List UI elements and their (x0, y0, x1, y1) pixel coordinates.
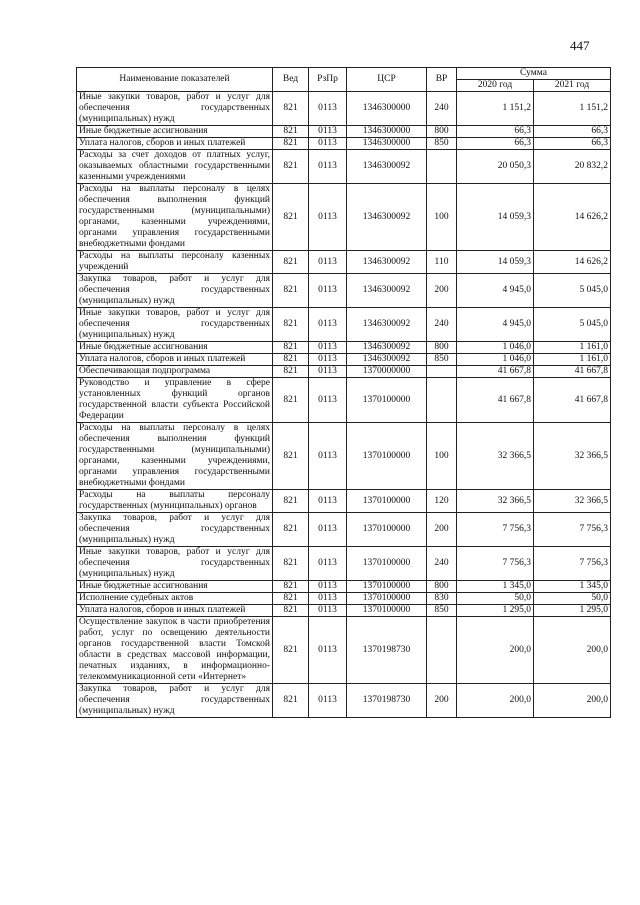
row-name: Расходы на выплаты персоналу в целях обеспечения выполнения функций государственными (муниципальными) органами, казенными учреждениями, органами управления государственными внебюджетными фондами (77, 423, 273, 490)
row-csr: 1370100000 (347, 490, 427, 513)
row-name: Расходы на выплаты персоналу государственных (муниципальных) органов (77, 490, 273, 513)
row-csr: 1346300092 (347, 184, 427, 251)
table-row (77, 581, 611, 593)
row-rzpr: 0113 (309, 490, 347, 513)
row-rzpr: 0113 (309, 423, 347, 490)
row-csr: 1346300092 (347, 251, 427, 274)
row-vr: 100 (427, 423, 457, 490)
row-vr: 200 (427, 274, 457, 308)
row-rzpr: 0113 (309, 274, 347, 308)
row-vr: 240 (427, 547, 457, 581)
row-vr (427, 150, 457, 184)
table-row (77, 126, 611, 138)
header-ved: Вед (273, 68, 309, 92)
row-sum-2020: 1 046,0 (457, 354, 534, 366)
row-name: Уплата налогов, сборов и иных платежей (77, 605, 273, 617)
table-row (77, 184, 611, 251)
table-row (77, 490, 611, 513)
page-number: 447 (570, 38, 590, 53)
row-vr: 240 (427, 92, 457, 126)
row-sum-2021: 14 626,2 (534, 251, 611, 274)
row-ved: 821 (273, 366, 309, 378)
row-csr: 1370198730 (347, 617, 427, 684)
row-rzpr: 0113 (309, 92, 347, 126)
row-rzpr: 0113 (309, 342, 347, 354)
row-sum-2021: 5 045,0 (534, 308, 611, 342)
row-rzpr: 0113 (309, 593, 347, 605)
table-row (77, 684, 611, 718)
row-rzpr: 0113 (309, 617, 347, 684)
row-name: Руководство и управление в сфере установленных функций органов государственной власти субъекта Российской Федерации (77, 378, 273, 423)
row-name: Расходы на выплаты персоналу в целях обеспечения выполнения функций государственными (муниципальными) органами, казенными учреждениями, органами управления государственными внебюджетными фондами (77, 184, 273, 251)
row-sum-2021: 20 832,2 (534, 150, 611, 184)
row-sum-2021: 14 626,2 (534, 184, 611, 251)
table-row (77, 342, 611, 354)
table-body (77, 92, 611, 718)
row-vr: 200 (427, 513, 457, 547)
row-ved: 821 (273, 342, 309, 354)
table-row (77, 423, 611, 490)
row-sum-2020: 4 945,0 (457, 308, 534, 342)
row-sum-2021: 66,3 (534, 138, 611, 150)
row-csr: 1370100000 (347, 547, 427, 581)
row-csr: 1346300092 (347, 342, 427, 354)
table-row (77, 138, 611, 150)
row-name: Закупка товаров, работ и услуг для обеспечения государственных (муниципальных) нужд (77, 274, 273, 308)
header-name: Наименование показателей (77, 68, 273, 92)
row-vr (427, 366, 457, 378)
row-ved: 821 (273, 126, 309, 138)
row-name: Обеспечивающая подпрограмма (77, 366, 273, 378)
row-ved: 821 (273, 150, 309, 184)
row-vr: 800 (427, 581, 457, 593)
row-sum-2021: 1 151,2 (534, 92, 611, 126)
row-rzpr: 0113 (309, 547, 347, 581)
row-sum-2021: 5 045,0 (534, 274, 611, 308)
row-vr (427, 378, 457, 423)
row-csr: 1346300092 (347, 150, 427, 184)
row-csr: 1370100000 (347, 378, 427, 423)
header-vr: ВР (427, 68, 457, 92)
row-rzpr: 0113 (309, 354, 347, 366)
row-ved: 821 (273, 684, 309, 718)
row-rzpr: 0113 (309, 513, 347, 547)
row-sum-2020: 200,0 (457, 684, 534, 718)
row-sum-2021: 41 667,8 (534, 378, 611, 423)
row-sum-2021: 41 667,8 (534, 366, 611, 378)
row-sum-2021: 1 161,0 (534, 342, 611, 354)
row-sum-2021: 200,0 (534, 684, 611, 718)
row-csr: 1346300000 (347, 92, 427, 126)
row-name: Осуществление закупок в части приобретения работ, услуг по освещению деятельности органов государственной власти Томской области в средствах массовой информации, печатных изданиях, в информационно-телекоммуникационной сети «Интернет» (77, 617, 273, 684)
header-2020: 2020 год (457, 80, 534, 92)
row-sum-2021: 7 756,3 (534, 547, 611, 581)
row-csr: 1370100000 (347, 593, 427, 605)
table-row (77, 274, 611, 308)
table-row (77, 513, 611, 547)
row-sum-2020: 32 366,5 (457, 490, 534, 513)
row-ved: 821 (273, 423, 309, 490)
row-csr: 1370100000 (347, 423, 427, 490)
row-csr: 1370198730 (347, 684, 427, 718)
header-rzpr: РзПр (309, 68, 347, 92)
row-sum-2021: 1 295,0 (534, 605, 611, 617)
row-vr: 800 (427, 126, 457, 138)
row-ved: 821 (273, 593, 309, 605)
row-sum-2020: 50,0 (457, 593, 534, 605)
table-row (77, 378, 611, 423)
table-row (77, 617, 611, 684)
row-sum-2021: 32 366,5 (534, 490, 611, 513)
row-name: Иные бюджетные ассигнования (77, 342, 273, 354)
row-sum-2020: 66,3 (457, 126, 534, 138)
row-ved: 821 (273, 308, 309, 342)
header-sum: Сумма (457, 68, 611, 80)
row-vr: 240 (427, 308, 457, 342)
row-ved: 821 (273, 274, 309, 308)
row-rzpr: 0113 (309, 251, 347, 274)
row-vr: 850 (427, 138, 457, 150)
table-row (77, 251, 611, 274)
table-row (77, 308, 611, 342)
row-ved: 821 (273, 617, 309, 684)
row-vr: 110 (427, 251, 457, 274)
row-rzpr: 0113 (309, 308, 347, 342)
row-rzpr: 0113 (309, 378, 347, 423)
row-ved: 821 (273, 581, 309, 593)
row-sum-2020: 20 050,3 (457, 150, 534, 184)
row-vr: 200 (427, 684, 457, 718)
row-sum-2020: 14 059,3 (457, 251, 534, 274)
row-rzpr: 0113 (309, 138, 347, 150)
row-csr: 1370100000 (347, 581, 427, 593)
row-ved: 821 (273, 138, 309, 150)
row-sum-2020: 32 366,5 (457, 423, 534, 490)
row-vr (427, 617, 457, 684)
row-vr: 100 (427, 184, 457, 251)
row-csr: 1346300000 (347, 138, 427, 150)
row-name: Иные бюджетные ассигнования (77, 581, 273, 593)
row-csr: 1370100000 (347, 513, 427, 547)
row-sum-2021: 1 161,0 (534, 354, 611, 366)
row-vr: 850 (427, 605, 457, 617)
row-sum-2020: 7 756,3 (457, 547, 534, 581)
row-name: Иные бюджетные ассигнования (77, 126, 273, 138)
row-name: Уплата налогов, сборов и иных платежей (77, 354, 273, 366)
row-sum-2020: 41 667,8 (457, 378, 534, 423)
table-row (77, 92, 611, 126)
row-name: Расходы на выплаты персоналу казенных учреждений (77, 251, 273, 274)
table-row (77, 366, 611, 378)
row-rzpr: 0113 (309, 184, 347, 251)
row-ved: 821 (273, 92, 309, 126)
table-row (77, 354, 611, 366)
row-sum-2020: 1 046,0 (457, 342, 534, 354)
row-sum-2020: 14 059,3 (457, 184, 534, 251)
row-ved: 821 (273, 184, 309, 251)
table-row (77, 593, 611, 605)
row-rzpr: 0113 (309, 605, 347, 617)
table-row (77, 150, 611, 184)
row-name: Закупка товаров, работ и услуг для обеспечения государственных (муниципальных) нужд (77, 684, 273, 718)
row-csr: 1370100000 (347, 605, 427, 617)
row-name: Закупка товаров, работ и услуг для обеспечения государственных (муниципальных) нужд (77, 513, 273, 547)
row-sum-2020: 1 345,0 (457, 581, 534, 593)
row-sum-2021: 50,0 (534, 593, 611, 605)
row-sum-2021: 7 756,3 (534, 513, 611, 547)
header-csr: ЦСР (347, 68, 427, 92)
row-name: Уплата налогов, сборов и иных платежей (77, 138, 273, 150)
row-vr: 800 (427, 342, 457, 354)
row-sum-2021: 66,3 (534, 126, 611, 138)
row-ved: 821 (273, 490, 309, 513)
row-name: Иные закупки товаров, работ и услуг для обеспечения государственных (муниципальных) нужд (77, 547, 273, 581)
row-sum-2020: 4 945,0 (457, 274, 534, 308)
row-ved: 821 (273, 547, 309, 581)
row-rzpr: 0113 (309, 581, 347, 593)
row-vr: 120 (427, 490, 457, 513)
row-csr: 1346300092 (347, 308, 427, 342)
row-ved: 821 (273, 378, 309, 423)
row-ved: 821 (273, 354, 309, 366)
budget-table (76, 67, 611, 718)
table-row (77, 605, 611, 617)
header-2021: 2021 год (534, 80, 611, 92)
row-csr: 1370000000 (347, 366, 427, 378)
row-ved: 821 (273, 251, 309, 274)
row-name: Исполнение судебных актов (77, 593, 273, 605)
row-sum-2020: 66,3 (457, 138, 534, 150)
row-rzpr: 0113 (309, 126, 347, 138)
row-sum-2021: 1 345,0 (534, 581, 611, 593)
row-name: Иные закупки товаров, работ и услуг для обеспечения государственных (муниципальных) нужд (77, 308, 273, 342)
row-vr: 830 (427, 593, 457, 605)
row-rzpr: 0113 (309, 366, 347, 378)
row-sum-2021: 32 366,5 (534, 423, 611, 490)
table-row (77, 547, 611, 581)
row-ved: 821 (273, 605, 309, 617)
row-name: Иные закупки товаров, работ и услуг для обеспечения государственных (муниципальных) нужд (77, 92, 273, 126)
row-rzpr: 0113 (309, 684, 347, 718)
row-vr: 850 (427, 354, 457, 366)
row-sum-2020: 1 151,2 (457, 92, 534, 126)
row-sum-2020: 1 295,0 (457, 605, 534, 617)
row-sum-2020: 200,0 (457, 617, 534, 684)
row-csr: 1346300092 (347, 354, 427, 366)
row-name: Расходы за счет доходов от платных услуг, оказываемых областными государственными казенными учреждениями (77, 150, 273, 184)
row-csr: 1346300000 (347, 126, 427, 138)
row-sum-2020: 41 667,8 (457, 366, 534, 378)
row-rzpr: 0113 (309, 150, 347, 184)
row-sum-2020: 7 756,3 (457, 513, 534, 547)
row-ved: 821 (273, 513, 309, 547)
row-sum-2021: 200,0 (534, 617, 611, 684)
row-csr: 1346300092 (347, 274, 427, 308)
